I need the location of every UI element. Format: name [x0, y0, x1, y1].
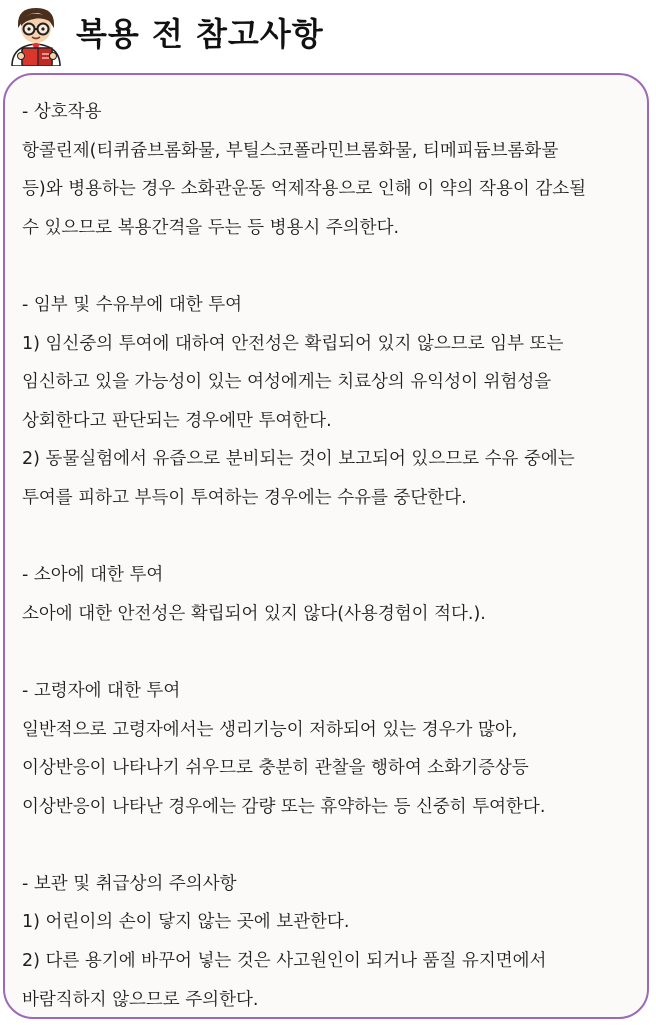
- header: [0, 0, 656, 70]
- section-heading: - 임부 및 수유부에 대한 투여: [22, 294, 243, 315]
- section-pregnancy: [22, 286, 642, 518]
- section-line: 투여를 피하고 부득이 투여하는 경우에는 수유를 중단한다.: [22, 487, 467, 508]
- section-line: 일반적으로 고령자에서는 생리기능이 저하되어 있는 경우가 많아,: [22, 719, 518, 740]
- section-line: 수 있으므로 복용간격을 두는 등 병용시 주의한다.: [22, 217, 400, 238]
- section-interactions: [22, 93, 642, 247]
- page-title: 복용 전 참고사항: [76, 15, 324, 53]
- section-line: 항콜린제(티퀴쥼브롬화물, 부틸스코폴라민브롬화물, 티메피듐브롬화물: [22, 140, 559, 161]
- precautions-content: [22, 93, 642, 1019]
- section-line: 2) 동물실험에서 유즙으로 분비되는 것이 보고되어 있으므로 수유 중에는: [22, 449, 575, 470]
- section-line: 이상반응이 나타나기 쉬우므로 충분히 관찰을 행하여 소화기증상등: [22, 758, 529, 779]
- section-line: 소아에 대한 안전성은 확립되어 있지 않다(사용경험이 적다.).: [22, 603, 486, 624]
- section-elderly: [22, 672, 642, 826]
- section-line: 상회한다고 판단되는 경우에만 투여한다.: [22, 410, 332, 431]
- section-line: 바람직하지 않으므로 주의한다.: [22, 989, 259, 1010]
- section-heading: - 고령자에 대한 투여: [22, 680, 181, 701]
- pharmacist-reading-icon: [4, 2, 68, 66]
- section-line: 임신하고 있을 가능성이 있는 여성에게는 치료상의 유익성이 위험성을: [22, 372, 552, 393]
- precautions-panel: [3, 73, 649, 1019]
- section-heading: - 보관 및 취급상의 주의사항: [22, 873, 237, 894]
- section-heading: - 소아에 대한 투여: [22, 565, 164, 586]
- section-line: 1) 임신중의 투여에 대하여 안전성은 확립되어 있지 않으므로 임부 또는: [22, 333, 564, 354]
- section-line: 1) 어린이의 손이 닿지 않는 곳에 보관한다.: [22, 912, 350, 933]
- section-storage: [22, 865, 642, 1019]
- section-line: 이상반응이 나타난 경우에는 감량 또는 휴약하는 등 신중히 투여한다.: [22, 796, 546, 817]
- section-heading: - 상호작용: [22, 102, 102, 122]
- section-children: [22, 556, 642, 633]
- section-line: 등)와 병용하는 경우 소화관운동 억제작용으로 인해 이 약의 작용이 감소될: [22, 179, 587, 200]
- section-line: 2) 다른 용기에 바꾸어 넣는 것은 사고원인이 되거나 품질 유지면에서: [22, 951, 547, 972]
